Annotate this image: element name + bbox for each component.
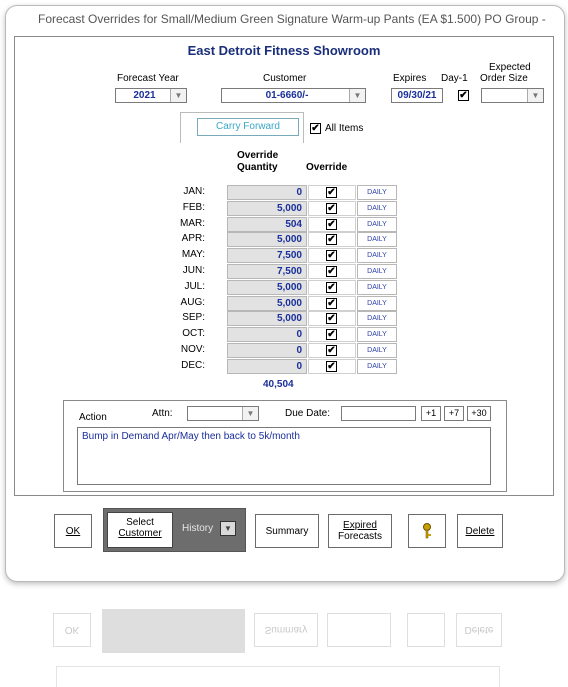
main-panel	[14, 36, 554, 496]
chevron-down-icon[interactable]: ▼	[349, 89, 365, 102]
history-label: History	[182, 523, 214, 534]
daily-button[interactable]: DAILY	[357, 359, 397, 374]
ok-button[interactable]	[54, 514, 92, 548]
override-cell	[308, 327, 356, 342]
summary-button[interactable]	[255, 514, 319, 548]
month-label: NOV:	[180, 344, 205, 355]
override-quantity-field[interactable]: 5,000	[227, 232, 307, 247]
delete-button[interactable]	[457, 514, 503, 548]
select-customer-line2: Customer	[118, 528, 162, 539]
month-label: SEP:	[182, 312, 205, 323]
forecast-year-select[interactable]	[115, 88, 187, 103]
month-label: DEC:	[181, 360, 205, 371]
override-header: Override	[306, 162, 348, 173]
override-checkbox[interactable]: ✔	[327, 361, 336, 372]
day1-label: Day-1	[441, 73, 468, 84]
attn-select[interactable]	[187, 406, 259, 421]
select-customer-line1: Select	[126, 517, 154, 528]
override-checkbox[interactable]: ✔	[327, 298, 336, 309]
expired-forecasts-line1: Expired	[343, 520, 377, 531]
daily-button[interactable]: DAILY	[357, 327, 397, 342]
month-label: MAY:	[181, 249, 205, 260]
daily-button[interactable]: DAILY	[357, 232, 397, 247]
reflection-expired	[327, 613, 391, 647]
daily-button[interactable]: DAILY	[357, 280, 397, 295]
reflection-summary	[254, 613, 318, 647]
override-quantity-field[interactable]: 7,500	[227, 264, 307, 279]
override-checkbox[interactable]: ✔	[327, 203, 336, 214]
expires-date-field[interactable]	[391, 88, 443, 103]
expected-order-label-line2: Order Size	[480, 73, 528, 84]
override-cell	[308, 201, 356, 216]
daily-button[interactable]: DAILY	[357, 185, 397, 200]
store-name: East Detroit Fitness Showroom	[187, 43, 381, 58]
key-button[interactable]	[408, 514, 446, 548]
daily-button[interactable]: DAILY	[357, 343, 397, 358]
expires-value: 09/30/21	[397, 90, 437, 101]
override-quantity-header-line1: Override	[237, 150, 279, 161]
override-checkbox[interactable]: ✔	[327, 250, 336, 261]
forecast-overrides-window	[5, 5, 565, 582]
reflection-select-customer	[102, 609, 245, 653]
summary-label: Summary	[265, 525, 309, 537]
forecast-year-label: Forecast Year	[117, 73, 179, 84]
window-reflection	[0, 588, 568, 687]
due-date-label: Due Date:	[285, 408, 331, 419]
carry-forward-button[interactable]: Carry Forward	[197, 118, 299, 136]
due-date-plus1-button[interactable]: +1	[421, 406, 441, 421]
override-cell	[308, 264, 356, 279]
override-checkbox[interactable]: ✔	[327, 266, 336, 277]
key-icon	[421, 523, 433, 539]
expected-order-label-line1: Expected	[489, 62, 531, 73]
override-quantity-field[interactable]: 5,000	[227, 201, 307, 216]
override-quantity-field[interactable]: 7,500	[227, 248, 307, 263]
history-dropdown-chevron-icon[interactable]: ▼	[220, 521, 236, 536]
override-checkbox[interactable]: ✔	[327, 219, 336, 230]
action-label: Action	[79, 412, 107, 423]
select-customer-button[interactable]	[107, 512, 173, 548]
override-quantity-field[interactable]: 5,000	[227, 296, 307, 311]
override-checkbox[interactable]: ✔	[327, 329, 336, 340]
override-cell	[308, 343, 356, 358]
override-checkbox[interactable]: ✔	[327, 234, 336, 245]
override-cell	[308, 296, 356, 311]
reflection-action-box	[56, 666, 500, 687]
override-quantity-header-line2: Quantity	[237, 162, 278, 173]
daily-button[interactable]: DAILY	[357, 248, 397, 263]
month-label: OCT:	[182, 328, 205, 339]
due-date-plus30-button[interactable]: +30	[467, 406, 491, 421]
forecast-year-value: 2021	[133, 90, 156, 101]
month-label: JAN:	[183, 186, 205, 197]
daily-button[interactable]: DAILY	[357, 264, 397, 279]
override-cell	[308, 217, 356, 232]
expired-forecasts-button[interactable]	[328, 514, 392, 548]
reflection-summary-label: Summary	[264, 624, 308, 636]
month-label: AUG:	[180, 297, 205, 308]
daily-button[interactable]: DAILY	[357, 296, 397, 311]
override-checkbox[interactable]: ✔	[327, 282, 336, 293]
expected-order-size-select[interactable]	[481, 88, 544, 103]
total-quantity: 40,504	[263, 379, 294, 390]
override-quantity-field[interactable]: 0	[227, 359, 307, 374]
customer-value: 01-6660/-	[265, 90, 309, 101]
chevron-down-icon[interactable]: ▼	[242, 407, 258, 420]
month-label: JUL:	[184, 281, 205, 292]
all-items-checkbox[interactable]: ✔	[311, 123, 320, 134]
daily-button[interactable]: DAILY	[357, 201, 397, 216]
daily-button[interactable]: DAILY	[357, 217, 397, 232]
override-quantity-field[interactable]: 5,000	[227, 280, 307, 295]
override-cell	[308, 232, 356, 247]
reflection-delete	[456, 613, 502, 647]
all-items-label: All Items	[325, 123, 364, 134]
select-customer-group	[103, 508, 246, 552]
ok-label: OK	[65, 525, 81, 537]
override-cell	[308, 359, 356, 374]
month-label: MAR:	[180, 218, 205, 229]
override-cell	[308, 248, 356, 263]
override-quantity-field[interactable]: 5,000	[227, 311, 307, 326]
customer-select[interactable]	[221, 88, 366, 103]
override-quantity-field[interactable]: 0	[227, 185, 307, 200]
override-quantity-field[interactable]: 0	[227, 343, 307, 358]
customer-label: Customer	[263, 73, 307, 84]
day1-checkbox[interactable]: ✔	[459, 90, 468, 101]
override-checkbox[interactable]: ✔	[327, 313, 336, 324]
reflection-delete-label: Delete	[464, 624, 494, 636]
due-date-plus7-button[interactable]: +7	[444, 406, 464, 421]
attn-label: Attn:	[152, 408, 173, 419]
override-quantity-field[interactable]: 504	[227, 217, 307, 232]
expires-label: Expires	[393, 73, 427, 84]
reflection-ok-label: OK	[64, 624, 80, 636]
reflection-ok	[53, 613, 91, 647]
action-note-textarea[interactable]: Bump in Demand Apr/May then back to 5k/month	[77, 427, 491, 485]
chevron-down-icon[interactable]: ▼	[170, 89, 186, 102]
month-label: APR:	[181, 233, 205, 244]
override-cell	[308, 311, 356, 326]
delete-label: Delete	[465, 525, 495, 537]
window-title: Forecast Overrides for Small/Medium Green Signature Warm-up Pants (EA $1.500) PO Group -	[38, 12, 546, 26]
month-label: FEB:	[182, 202, 205, 213]
reflection-key	[407, 613, 445, 647]
due-date-field[interactable]	[341, 406, 416, 421]
override-checkbox[interactable]: ✔	[327, 187, 336, 198]
override-checkbox[interactable]: ✔	[327, 345, 336, 356]
override-quantity-field[interactable]: 0	[227, 327, 307, 342]
override-cell	[308, 280, 356, 295]
daily-button[interactable]: DAILY	[357, 311, 397, 326]
expired-forecasts-line2: Forecasts	[338, 531, 382, 542]
chevron-down-icon[interactable]: ▼	[527, 89, 543, 102]
month-label: JUN:	[182, 265, 205, 276]
override-cell	[308, 185, 356, 200]
